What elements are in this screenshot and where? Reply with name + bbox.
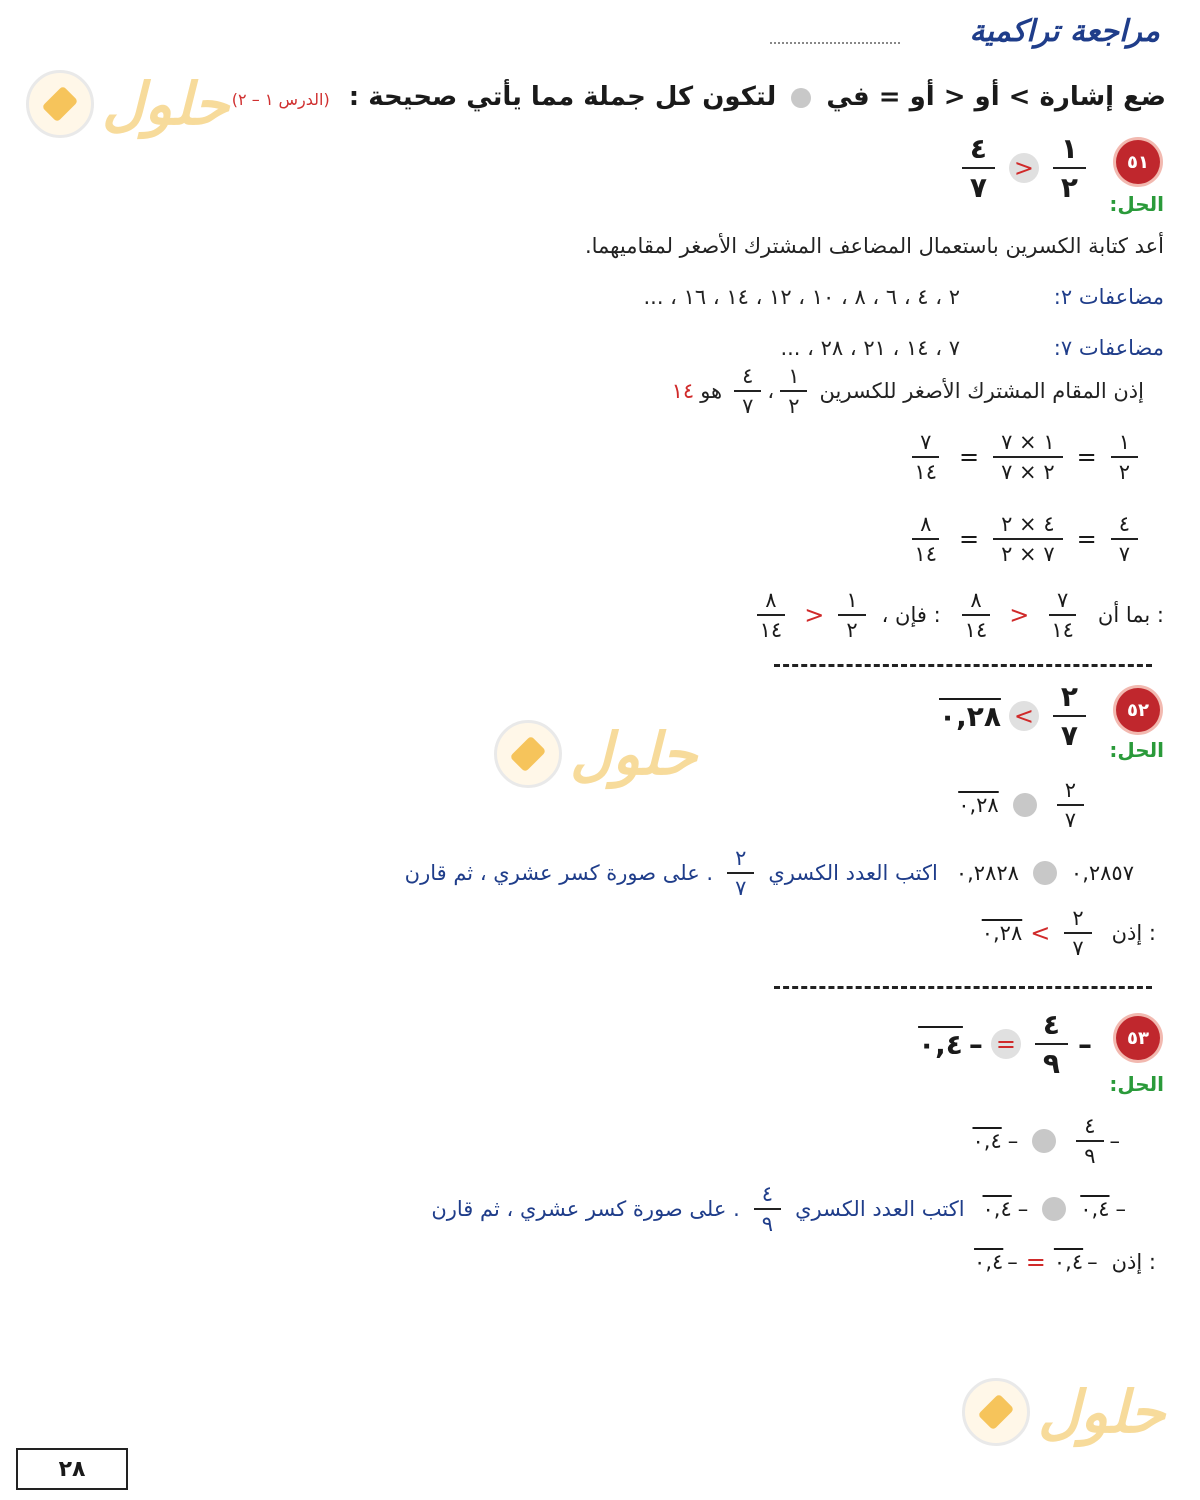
equals-sign: = [958, 443, 980, 471]
watermark-bottom [962, 1378, 1165, 1446]
comma: ، [767, 379, 775, 403]
page-title: مراجعة تراكمية [969, 14, 1160, 49]
numerator: ٤ [1111, 512, 1138, 540]
comparison-sign: > [1009, 153, 1039, 183]
problem-52-statement [939, 680, 1092, 752]
numerator: ٤ [962, 132, 995, 169]
repeating-decimal: ٠,٤ [974, 1250, 1004, 1274]
multiples-2-values: ٢ ، ٤ ، ٦ ، ٨ ، ١٠ ، ١٢ ، ١٤ ، ١٦ ، ... [643, 285, 960, 309]
fraction [906, 512, 945, 566]
fraction [838, 588, 865, 642]
numerator: ١ [838, 588, 865, 616]
denominator: ١٤ [914, 542, 937, 566]
fraction [727, 846, 754, 900]
result-row [982, 906, 1156, 960]
numerator: ١ [780, 364, 807, 392]
decimal-compare-row [405, 846, 1134, 900]
then-text: إذن : [1111, 921, 1156, 945]
section-divider [774, 664, 1152, 667]
note-text: على صورة كسر عشري ، ثم قارن . [431, 1197, 740, 1221]
title-divider [770, 42, 900, 44]
numerator: ١ [1111, 430, 1138, 458]
note-text: اكتب العدد الكسري [768, 861, 938, 885]
fraction [780, 364, 807, 418]
fraction [957, 588, 996, 642]
minus-sign: – [1007, 1250, 1018, 1274]
blank-circle-icon [1042, 1197, 1066, 1221]
minus-sign: – [1087, 1250, 1098, 1274]
decimal-compare-row [431, 1182, 1126, 1236]
decimal-value: ٠,٢٨٢٨ [955, 861, 1019, 885]
result-row [974, 1248, 1156, 1276]
comparison-sign: > [804, 601, 825, 629]
denominator: ٧ [1118, 542, 1130, 566]
numerator: ١ × ٧ [993, 430, 1063, 458]
minus-sign: – [1017, 1197, 1029, 1221]
denominator: ٧ [1060, 719, 1078, 752]
label: مضاعفات ٧: [1053, 336, 1164, 360]
repeating-decimal: ٠,٤ [1080, 1197, 1110, 1221]
problem-number-badge: ٥٣ [1116, 1016, 1160, 1060]
fraction [752, 588, 791, 642]
compare-row [972, 1114, 1120, 1168]
denominator: ٧ [735, 876, 747, 900]
denominator: ٢ × ٧ [1001, 460, 1055, 484]
numerator: ٤ [1076, 1114, 1103, 1142]
then-text: ، فإن : [881, 603, 941, 627]
lcd-text: إذن المقام المشترك الأصغر للكسرين [819, 379, 1144, 403]
minus-sign: – [1007, 1129, 1019, 1153]
note-text: اكتب العدد الكسري [795, 1197, 965, 1221]
problem-number-badge: ٥٢ [1116, 688, 1160, 732]
decimal-value: ٠,٢٨٥٧ [1070, 861, 1134, 885]
since-text: بما أن : [1097, 603, 1164, 627]
watermark-middle [494, 720, 697, 788]
numerator: ٢ [1064, 906, 1091, 934]
numerator: ٤ [754, 1182, 781, 1210]
problem-53-statement [918, 1008, 1092, 1080]
denominator: ١٤ [1051, 618, 1074, 642]
multiples-7-values: ٧ ، ١٤ ، ٢١ ، ٢٨ ، ... [780, 336, 960, 360]
denominator: ٩ [1084, 1144, 1096, 1168]
instruction [232, 82, 1166, 112]
solution-label: الحل: [1109, 192, 1164, 216]
watermark-text: حلول [1038, 1378, 1166, 1446]
step-text: أعد كتابة الكسرين باستعمال المضاعف المشترك الأصغر لمقاميهما. [584, 234, 1164, 258]
equation-row-2 [900, 512, 1144, 566]
denominator: ٧ [1072, 936, 1084, 960]
note-text: على صورة كسر عشري ، ثم قارن . [404, 861, 714, 885]
fraction [1057, 778, 1084, 832]
denominator: ١٤ [759, 618, 783, 642]
minus-sign: – [1078, 1027, 1092, 1061]
repeating-decimal: ٠,٤ [982, 1197, 1012, 1221]
minus-sign: – [968, 1027, 983, 1061]
lesson-reference: (الدرس ١ – ٢) [231, 90, 330, 109]
numerator: ٢ [1057, 778, 1084, 806]
denominator: ٧ [742, 394, 754, 418]
instruction-end: لتكون كل جملة مما يأتي صحيحة : [348, 82, 777, 112]
denominator: ١٤ [964, 618, 988, 642]
numerator: ٨ [912, 512, 939, 540]
blank-circle-icon [1033, 861, 1057, 885]
equals-sign: = [1076, 525, 1097, 553]
fraction [1053, 680, 1086, 752]
fraction [1111, 512, 1138, 566]
denominator: ٢ [788, 394, 800, 418]
then-text: إذن : [1111, 1250, 1156, 1274]
section-divider [774, 986, 1152, 989]
numerator: ١ [1053, 132, 1086, 169]
multiples-2-label [1054, 285, 1164, 309]
compare-row [958, 778, 1090, 832]
denominator: ٢ [1118, 460, 1130, 484]
denominator: ٧ [1064, 808, 1076, 832]
repeating-decimal: ٠,٤ [1053, 1250, 1084, 1274]
numerator: ٢ [727, 846, 754, 874]
repeating-decimal: ٠,٢٨ [958, 793, 999, 817]
equals-sign: = [1076, 443, 1097, 471]
repeating-decimal: ٠,٢٨ [939, 699, 1001, 733]
numerator: ٤ [734, 364, 761, 392]
fraction [906, 430, 945, 484]
numerator: ٧ [912, 430, 939, 458]
numerator: ٨ [757, 588, 784, 616]
denominator: ٩ [761, 1212, 774, 1236]
repeating-decimal: ٠,٤ [972, 1129, 1002, 1153]
instruction-text: ضع إشارة > أو < أو = في [826, 82, 1166, 112]
watermark-top [26, 70, 229, 138]
lcd-statement [672, 364, 1144, 418]
multiples-7-label [1054, 336, 1164, 360]
numerator: ٧ [1049, 588, 1076, 616]
fraction [1064, 906, 1091, 960]
minus-sign: – [1109, 1129, 1120, 1153]
minus-sign: – [1115, 1197, 1126, 1221]
page-number: ٢٨ [16, 1448, 128, 1490]
blank-circle-icon [1013, 793, 1037, 817]
watermark-logo-icon [26, 70, 94, 138]
equation-row-1 [900, 430, 1144, 484]
fraction [1076, 1114, 1103, 1168]
numerator: ٤ [1035, 1008, 1068, 1045]
word: هو [700, 379, 723, 403]
comparison-sign: = [991, 1029, 1021, 1059]
blank-circle-icon [791, 88, 811, 108]
problem-51-statement [956, 132, 1092, 204]
lcd-value: ١٤ [671, 379, 695, 403]
repeating-decimal: ٠,٢٨ [981, 921, 1023, 945]
denominator: ٢ [846, 618, 858, 642]
repeating-decimal: ٠,٤ [918, 1027, 963, 1061]
watermark-logo-icon [962, 1378, 1030, 1446]
fraction [754, 1182, 781, 1236]
equals-sign: = [958, 525, 980, 553]
watermark-text: حلول [102, 70, 230, 138]
fraction [1043, 588, 1082, 642]
comparison-sign: < [1009, 701, 1039, 731]
comparison-sign: = [1025, 1248, 1046, 1276]
watermark-logo-icon [494, 720, 562, 788]
comparison-sign: > [1009, 601, 1030, 629]
fraction [962, 132, 995, 204]
numerator: ٨ [962, 588, 989, 616]
denominator: ٧ × ٢ [1001, 542, 1055, 566]
denominator: ٧ [969, 171, 987, 204]
fraction [993, 430, 1063, 484]
blank-circle-icon [1032, 1129, 1056, 1153]
conclusion-row [746, 588, 1164, 642]
denominator: ٢ [1060, 171, 1078, 204]
solution-label: الحل: [1109, 738, 1164, 762]
watermark-text: حلول [570, 720, 698, 788]
problem-number-badge: ٥١ [1116, 140, 1160, 184]
fraction [734, 364, 761, 418]
fraction [993, 512, 1063, 566]
denominator: ١٤ [914, 460, 937, 484]
label: مضاعفات ٢: [1053, 285, 1164, 309]
numerator: ٤ × ٢ [993, 512, 1063, 540]
fraction [1035, 1008, 1068, 1080]
comparison-sign: < [1030, 919, 1051, 947]
solution-label: الحل: [1109, 1072, 1164, 1096]
numerator: ٢ [1053, 680, 1086, 717]
fraction [1053, 132, 1086, 204]
denominator: ٩ [1042, 1047, 1060, 1080]
fraction [1111, 430, 1138, 484]
